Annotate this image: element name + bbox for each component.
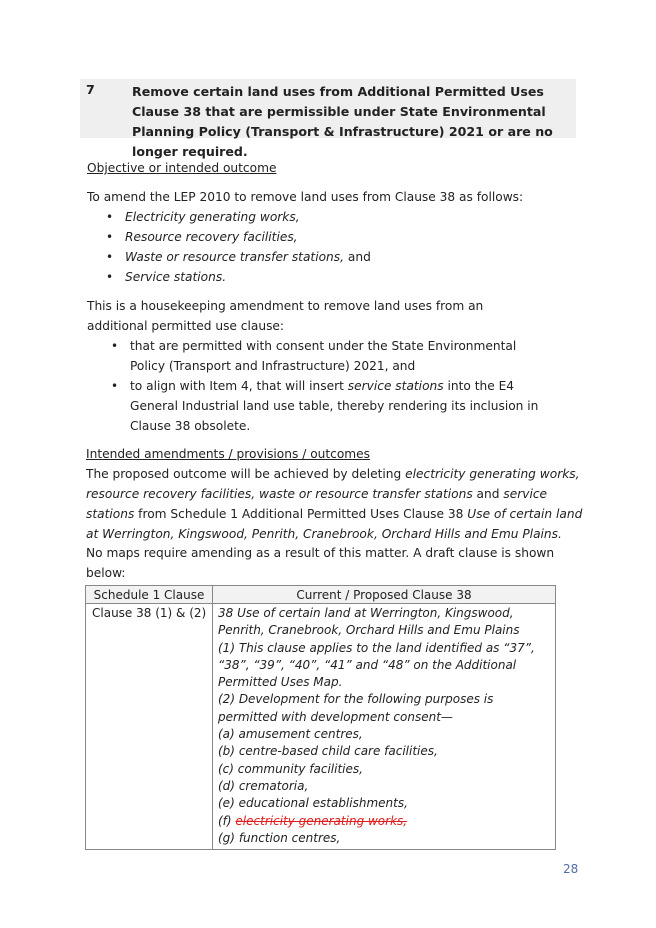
list-item: Waste or resource transfer stations, and [125, 250, 371, 264]
amendments-title: Intended amendments / provisions / outcomes [86, 447, 371, 461]
use-item: (g) function centres, [218, 830, 341, 845]
clause-ref: Clause 38 (1) & (2) [92, 606, 207, 620]
bullet-dot: • [106, 270, 114, 284]
page-number: 28 [563, 862, 579, 876]
list-item: Service stations. [125, 270, 227, 284]
bullet-dot: • [106, 250, 114, 264]
clause-table [85, 585, 556, 850]
bullet-dot: • [106, 210, 114, 224]
housekeeping-intro: This is a housekeeping amendment to remove land uses from an additional permitted use clause: [87, 299, 484, 333]
col-header-clause: Current / Proposed Clause 38 [213, 586, 556, 604]
use-item: (e) educational establishments, [218, 796, 408, 811]
section-number: 7 [86, 82, 95, 97]
deleted-text: electricity generating works, [235, 813, 408, 828]
use-item: (d) crematoria, [218, 778, 309, 793]
clause-ref-cell [86, 604, 213, 850]
col-header-schedule: Schedule 1 Clause [86, 586, 213, 604]
bullet-dot: • [111, 379, 119, 393]
clause-title: 38 Use of certain land at Werrington, Kingswood, Penrith, Cranebrook, Orchard Hills and Emu Plains [218, 606, 520, 638]
clause-sub-2: (2) Development for the following purposes is permitted with development consent— [218, 692, 494, 724]
table-header-row [86, 586, 556, 604]
clause-text-cell [213, 604, 556, 850]
list-item: Electricity generating works, [125, 210, 300, 224]
use-item: (c) community facilities, [218, 761, 363, 776]
amendments-paragraph: The proposed outcome will be achieved by deleting electricity generating works, resource recovery facilities, waste or resource transfer stations and service stations from Schedule 1 Additional Permitted Uses Clause 38 Use of certain land at Werrington, Kingswood, Penrith, Cranebrook, Orchard Hills and Emu Plains. [86, 467, 583, 541]
use-item: (a) amusement centres, [218, 727, 363, 742]
table-row [86, 604, 556, 850]
list-item: to align with Item 4, that will insert service stations into the E4 General Industrial land use table, thereby rendering its inclusion in Clause 38 obsolete. [130, 379, 539, 433]
list-item: that are permitted with consent under the State Environmental Policy (Transport and Infrastructure) 2021, and [130, 339, 517, 373]
clause-text [213, 604, 555, 849]
use-item: (b) centre-based child care facilities, [218, 744, 438, 759]
objective-intro: To amend the LEP 2010 to remove land uses from Clause 38 as follows: [87, 190, 524, 204]
clause-sub-1: (1) This clause applies to the land identified as “37”, “38”, “39”, “40”, “41” and “48” on the Additional Permitted Uses Map. [218, 640, 535, 690]
list-item: Resource recovery facilities, [125, 230, 298, 244]
use-item-deleted: (f) electricity generating works, [218, 813, 408, 828]
section-heading: Remove certain land uses from Additional Permitted Uses Clause 38 that are permissible under State Environmental Planning Policy (Transport & Infrastructure) 2021 or are no longer required. [132, 84, 553, 159]
maps-note: No maps require amending as a result of this matter. A draft clause is shown below: [86, 546, 555, 580]
bullet-dot: • [111, 339, 119, 353]
objective-title: Objective or intended outcome [87, 161, 277, 175]
bullet-dot: • [106, 230, 114, 244]
